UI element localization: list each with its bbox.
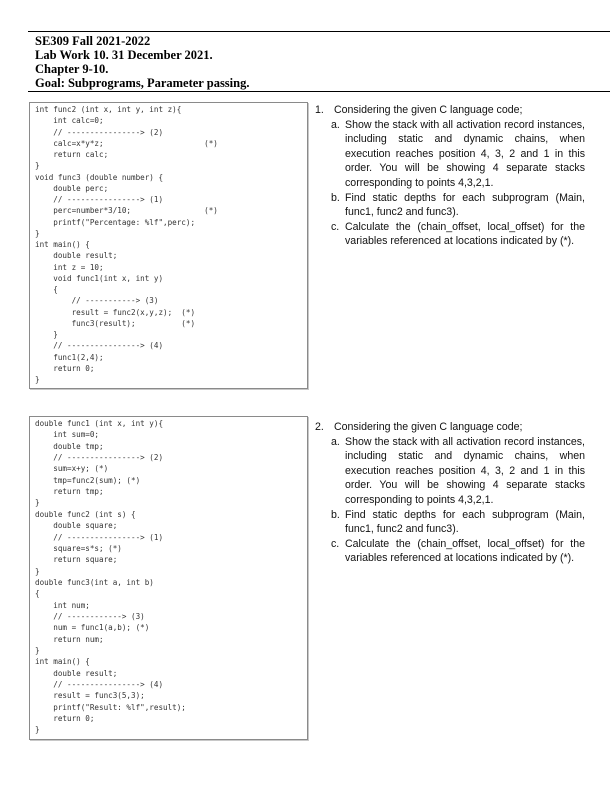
question-item: [331, 508, 585, 537]
code-line: int z = 10;: [35, 262, 104, 272]
code-line: return 0;: [35, 363, 95, 373]
code-line: num = func1(a,b); (*): [35, 623, 150, 633]
code-listing-1: [29, 102, 308, 389]
code-line: func3(result); (*): [35, 318, 196, 328]
code-line: }: [35, 228, 40, 238]
item-text: Show the stack with all activation record instances, including static and dynamic chains, when execution reaches position 4, 3, 2 and 1 in this order. You will be showing 4 separate stacks corresponding to points 4,3,2,1.: [345, 435, 585, 506]
code-line: {: [35, 285, 58, 294]
code-line: {: [35, 589, 40, 599]
code-line: }: [35, 646, 40, 655]
code-line: int num;: [35, 600, 90, 610]
code-line: double tmp;: [35, 441, 104, 451]
code-line: printf("Result: %lf",result);: [35, 702, 186, 712]
chapter-title: Chapter 9-10.: [35, 62, 109, 76]
code-line: }: [35, 161, 40, 171]
code-line: double result;: [35, 668, 118, 678]
question-item: [331, 435, 585, 508]
code-line: int main() {: [35, 240, 90, 249]
code-line: result = func3(5,3);: [35, 691, 145, 701]
code-line: void func3 (double number) {: [35, 172, 164, 182]
item-text: Calculate the (chain_offset, local_offset) for the variables referenced at locations indicated by (*).: [345, 537, 585, 565]
code-line: int main() {: [35, 657, 90, 667]
code-line: result = func2(x,y,z); (*): [35, 307, 196, 317]
goal-title: Goal: Subprograms, Parameter passing.: [35, 76, 250, 90]
item-label: c.: [331, 220, 340, 233]
code-line: double square;: [35, 521, 118, 531]
code-line: double perc;: [35, 183, 109, 193]
code-line: int calc=0;: [35, 116, 104, 126]
code-line: void func1(int x, int y): [35, 273, 164, 283]
header-bottom-rule: [28, 91, 610, 92]
code-line: return calc;: [35, 150, 109, 159]
code-line: double func1 (int x, int y){: [35, 419, 164, 428]
code-line: perc=number*3/10; (*): [35, 206, 218, 216]
item-text: Calculate the (chain_offset, local_offset) for the variables referenced at locations indicated by (*).: [345, 220, 585, 248]
code-line: }: [35, 725, 40, 735]
code-line: }: [35, 498, 40, 508]
header-top-rule: [28, 31, 610, 32]
item-text: Find static depths for each subprogram (Main, func1, func2 and func3).: [345, 191, 585, 219]
code-line: // ----------------> (1): [35, 532, 164, 542]
item-label: a.: [331, 435, 340, 448]
code-line: calc=x*y*z; (*): [35, 138, 218, 148]
code-line: square=s*s; (*): [35, 543, 122, 553]
question-item: [331, 220, 585, 249]
question-title: Considering the given C language code;: [334, 104, 523, 116]
code-line: double func2 (int s) {: [35, 509, 136, 519]
code-line: int sum=0;: [35, 430, 100, 440]
code-line: return tmp;: [35, 487, 104, 497]
code-line: // ----------------> (2): [35, 453, 164, 463]
lab-title: Lab Work 10. 31 December 2021.: [35, 48, 213, 62]
document-header: [35, 34, 249, 90]
question-title: Considering the given C language code;: [334, 421, 523, 433]
code-line: }: [35, 566, 40, 576]
question-1: [315, 103, 585, 249]
code-line: printf("Percentage: %lf",perc);: [35, 217, 196, 227]
code-line: func1(2,4);: [35, 352, 104, 362]
item-text: Show the stack with all activation record instances, including static and dynamic chains, when execution reaches position 4, 3, 2 and 1 in this order. You will be showing 4 separate stacks corresponding to points 4,3,2,1.: [345, 118, 585, 189]
item-label: a.: [331, 118, 340, 131]
item-label: b.: [331, 508, 340, 521]
code-line: double result;: [35, 251, 118, 261]
code-line: // -----------> (3): [35, 296, 159, 306]
question-item: [331, 191, 585, 220]
code-line: int func2 (int x, int y, int z){: [35, 105, 182, 114]
code-line: // ----------------> (1): [35, 195, 164, 204]
code-line: // ------------> (3): [35, 611, 145, 621]
question-number: 1.: [315, 104, 324, 116]
question-item: [331, 118, 585, 191]
item-text: Find static depths for each subprogram (Main, func1, func2 and func3).: [345, 508, 585, 536]
item-label: b.: [331, 191, 340, 204]
code-line: }: [35, 330, 58, 339]
question-number: 2.: [315, 421, 324, 433]
code-line: }: [35, 375, 40, 384]
code-line: double func3(int a, int b): [35, 577, 154, 587]
code-line: // ----------------> (4): [35, 341, 164, 351]
code-line: tmp=func2(sum); (*): [35, 475, 141, 485]
code-line: // ----------------> (4): [35, 680, 164, 690]
item-label: c.: [331, 537, 340, 550]
code-line: // ----------------> (2): [35, 127, 164, 137]
question-2: [315, 420, 585, 566]
code-line: sum=x+y; (*): [35, 464, 109, 474]
code-line: return square;: [35, 555, 118, 565]
code-line: return 0;: [35, 714, 95, 724]
course-title: SE309 Fall 2021-2022: [35, 34, 151, 48]
code-listing-2: [29, 416, 308, 740]
question-item: [331, 537, 585, 566]
code-line: return num;: [35, 634, 104, 644]
